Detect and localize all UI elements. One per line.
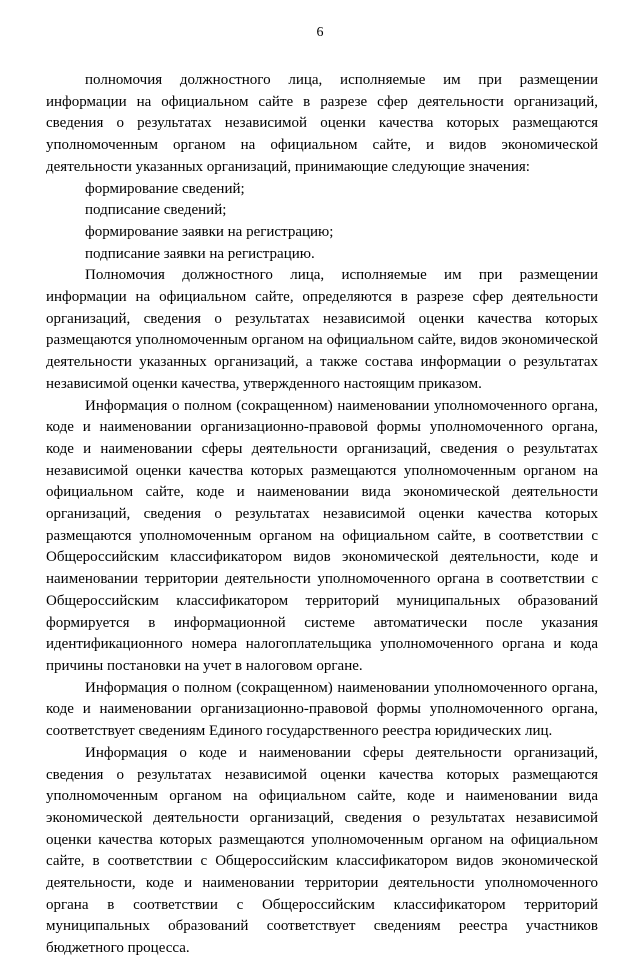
paragraph-4: Информация о полном (сокращенном) наименовании уполномоченного органа, коде и наименовании организационно-правовой формы уполномоченного органа, соответствует сведениям Единого государственного реестра юридических лиц. <box>46 679 598 740</box>
list-item: формирование сведений; <box>85 180 245 197</box>
list-item: формирование заявки на регистрацию; <box>85 223 334 240</box>
list-item: подписание заявки на регистрацию. <box>85 245 315 262</box>
values-list <box>46 179 598 266</box>
paragraph-5: Информация о коде и наименовании сферы деятельности организаций, сведения о результатах независимой оценки качества которых размещаются уполномоченным органом на официальном сайте, коде и наименовании вида экономической деятельности организаций, сведения о результатах независимой оценки качества которых размещаются уполномоченным органом на официальном сайте, в соответствии с Общероссийским классификатором видов экономической деятельности, коде и наименовании территории деятельности уполномоченного органа в соответствии с Общероссийским классификатором территорий муниципальных образований соответствует сведениям реестра участников бюджетного процесса. <box>46 744 598 957</box>
page-number: 6 <box>316 25 324 40</box>
paragraph-2: Полномочия должностного лица, исполняемые им при размещении информации на официальном сайте, определяются в разрезе сфер деятельности организаций, сведения о результатах независимой оценки качества которых размещаются уполномоченным органом на официальном сайте, видов экономической деятельности указанных организаций, а также состава информации о результатах независимой оценки качества, утвержденного настоящим приказом. <box>46 267 598 392</box>
paragraph-1: полномочия должностного лица, исполняемые им при размещении информации на официальном сайте в разрезе сфер деятельности организаций, сведения о результатах независимой оценки качества которых размещаются уполномоченным органом на официальном сайте, и видов экономической деятельности указанных организаций, принимающие следующие значения: <box>46 72 598 175</box>
document-body <box>46 70 598 960</box>
list-item: подписание сведений; <box>85 202 227 219</box>
paragraph-3: Информация о полном (сокращенном) наименовании уполномоченного органа, коде и наименовании организационно-правовой формы уполномоченного органа, коде и наименовании сферы деятельности организаций, сведения о результатах независимой оценки качества которых размещаются уполномоченным органом на официальном сайте, коде и наименовании вида экономической деятельности организаций, сведения о результатах независимой оценки качества которых размещаются уполномоченным органом на официальном сайте, в соответствии с Общероссийским классификатором видов экономической деятельности, коде и наименовании территории деятельности уполномоченного органа в соответствии с Общероссийским классификатором территорий муниципальных образований формируется в информационной системе автоматически после указания идентификационного номера налогоплательщика уполномоченного органа и кода причины постановки на учет в налоговом органе. <box>46 397 598 674</box>
